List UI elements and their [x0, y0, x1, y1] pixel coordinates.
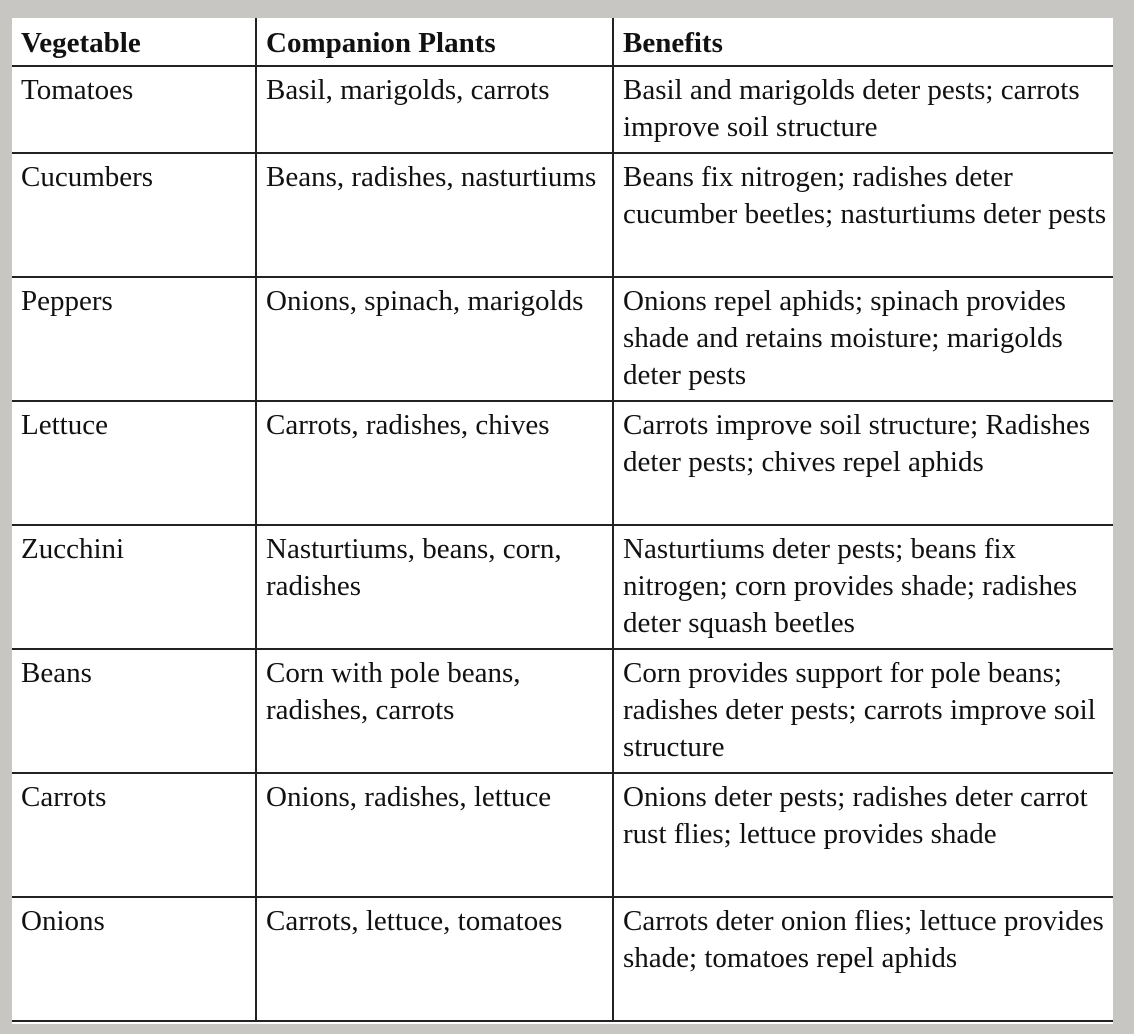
companions-cell: Nasturtiums, beans, corn, radishes: [256, 525, 613, 649]
header-benefits: Benefits: [613, 18, 1113, 66]
companions-cell: Corn with pole beans, radishes, carrots: [256, 649, 613, 773]
benefits-cell: Carrots improve soil structure; Radishes deter pests; chives repel aphids: [613, 401, 1113, 525]
vegetable-cell: Carrots: [12, 773, 256, 897]
benefits-cell: Basil and marigolds deter pests; carrots improve soil structure: [613, 66, 1113, 153]
vegetable-cell: Peppers: [12, 277, 256, 401]
table-row: [12, 401, 1113, 525]
header-companion-plants: Companion Plants: [256, 18, 613, 66]
benefits-cell: Onions repel aphids; spinach provides shade and retains moisture; marigolds deter pests: [613, 277, 1113, 401]
table-row: [12, 277, 1113, 401]
header-vegetable: Vegetable: [12, 18, 256, 66]
table-row: [12, 649, 1113, 773]
table-row: [12, 525, 1113, 649]
benefits-cell: Carrots deter onion flies; lettuce provides shade; tomatoes repel aphids: [613, 897, 1113, 1021]
vegetable-cell: Beans: [12, 649, 256, 773]
table-row: [12, 897, 1113, 1021]
vegetable-cell: Zucchini: [12, 525, 256, 649]
document-page: [12, 18, 1113, 1024]
table-header-row: [12, 18, 1113, 66]
companions-cell: Onions, spinach, marigolds: [256, 277, 613, 401]
benefits-cell: Onions deter pests; radishes deter carrot rust flies; lettuce provides shade: [613, 773, 1113, 897]
companion-planting-table: [12, 18, 1113, 1022]
vegetable-cell: Lettuce: [12, 401, 256, 525]
companions-cell: Carrots, radishes, chives: [256, 401, 613, 525]
vegetable-cell: Onions: [12, 897, 256, 1021]
benefits-cell: Nasturtiums deter pests; beans fix nitrogen; corn provides shade; radishes deter squash beetles: [613, 525, 1113, 649]
vegetable-cell: Tomatoes: [12, 66, 256, 153]
table-row: [12, 773, 1113, 897]
benefits-cell: Beans fix nitrogen; radishes deter cucumber beetles; nasturtiums deter pests: [613, 153, 1113, 277]
table-row: [12, 153, 1113, 277]
companions-cell: Carrots, lettuce, tomatoes: [256, 897, 613, 1021]
companions-cell: Basil, marigolds, carrots: [256, 66, 613, 153]
table-row: [12, 66, 1113, 153]
benefits-cell: Corn provides support for pole beans; radishes deter pests; carrots improve soil structure: [613, 649, 1113, 773]
vegetable-cell: Cucumbers: [12, 153, 256, 277]
companions-cell: Onions, radishes, lettuce: [256, 773, 613, 897]
companions-cell: Beans, radishes, nasturtiums: [256, 153, 613, 277]
